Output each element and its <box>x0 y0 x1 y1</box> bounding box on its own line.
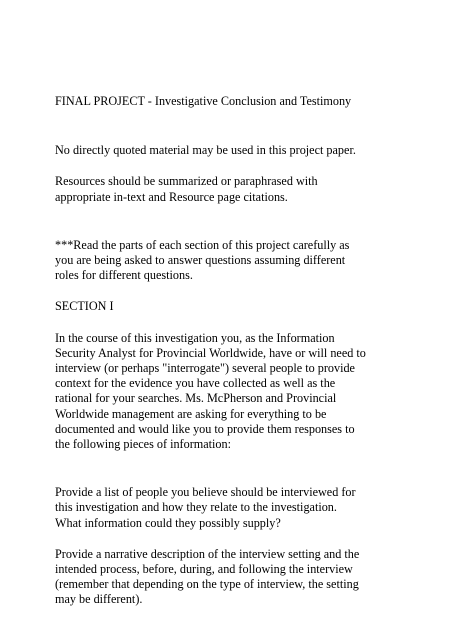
spacer <box>55 283 400 299</box>
paragraph-quoting-rule: No directly quoted material may be used in this project paper. <box>55 143 356 158</box>
spacer <box>55 109 400 143</box>
spacer <box>55 205 400 238</box>
spacer <box>55 315 400 331</box>
spacer <box>55 452 400 485</box>
document-body <box>55 94 400 608</box>
document-title: FINAL PROJECT - Investigative Conclusion and Testimony <box>55 94 352 108</box>
paragraph-interview-narrative: Provide a narrative description of the interview setting and the intended process, before, during, and following the interview (remember that depending on the type of interview, the setting may be different). <box>55 546 360 607</box>
spacer <box>55 531 400 547</box>
section-heading: SECTION I <box>55 299 114 314</box>
paragraph-section-intro: In the course of this investigation you, as the Information Security Analyst for Provincial Worldwide, have or will need to interview (or perhaps "interrogate") several people to provide context for the evidence you have collected as well as the rational for your searches. Ms. McPherson and Provincial Worldwide management are asking for everything to be documented and would like you to provide them responses to the following pieces of information: <box>55 330 366 452</box>
paragraph-instructions: ***Read the parts of each section of this project carefully as you are being asked to answer questions assuming different roles for different questions. <box>55 237 350 283</box>
spacer <box>55 158 400 174</box>
paragraph-citations: Resources should be summarized or paraphrased with appropriate in-text and Resource page citations. <box>55 174 318 204</box>
paragraph-interview-list: Provide a list of people you believe should be interviewed for this investigation and how they relate to the investigation. What information could they possibly supply? <box>55 485 356 530</box>
